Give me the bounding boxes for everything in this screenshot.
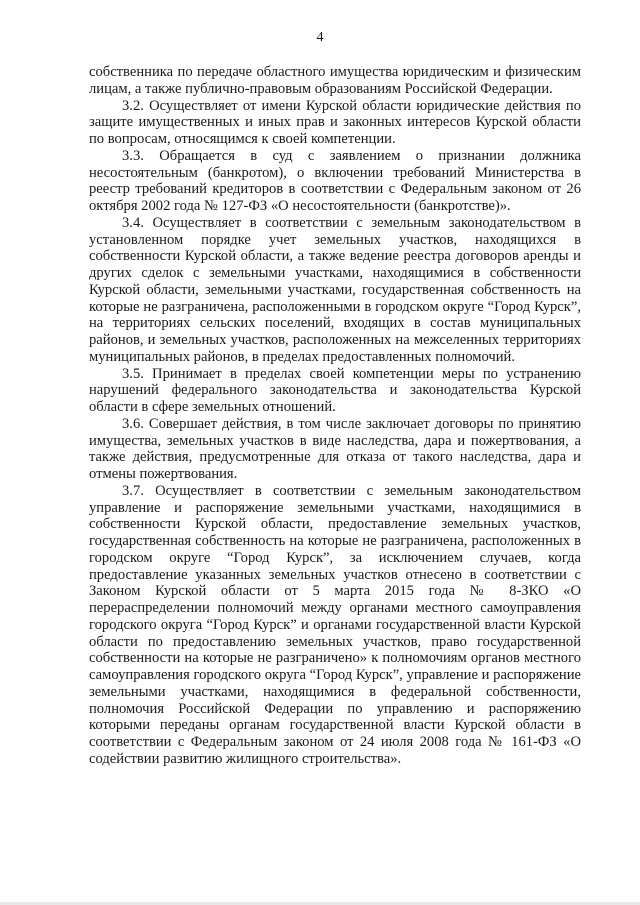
paragraph-3-4: 3.4. Осуществляет в соответствии с земельным законодательством в установленном порядке учет земельных участков, находящихся в собственности Курской области, а также ведение реестра договоров аренды и других сделок с земельными участками, находящимися в собственности Курской области, земельными участками, государственная собственность на которые не разграничена, расположенными в городском округе “Город Курск”, на территориях сельских поселений, входящих в состав муниципальных районов, и земельных участков, расположенных на межселенных территориях муниципальных районов, в пределах предоставленных полномочий.	[89, 214, 581, 365]
paragraph-3-6: 3.6. Совершает действия, в том числе заключает договоры по принятию имущества, земельных участков в виде наследства, дара и пожертвования, а также действия, предусмотренные для отказа от такого наследства, дара и отмены пожертвования.	[89, 415, 581, 482]
paragraph-continuation: собственника по передаче областного имущества юридическим и физическим лицам, а также публично-правовым образованиям Российской Федерации.	[89, 64, 581, 97]
document-body	[89, 64, 581, 768]
page-number: 4	[316, 30, 324, 45]
paragraph-3-7: 3.7. Осуществляет в соответствии с земельным законодательством управление и распоряжение земельными участками, находящимися в собственности Курской области, предоставление земельных участков, государственная собственность на которые не разграничена, расположенных в городском округе “Город Курск”, за исключением случаев, когда предоставление указанных земельных участков отнесено в соответствии с Законом Курской области от 5 марта 2015 года № 8-ЗКО «О перераспределении полномочий между органами местного самоуправления городского округа “Город Курск” и органами государственной власти Курской области по предоставлению земельных участков, право государственной собственности на которые не разграничено» к полномочиям органов местного самоуправления городского округа “Город Курск”, управление и распоряжение земельными участками, находящимися в федеральной собственности, полномочия Российской Федерации по управлению и распоряжению которыми переданы органам государственной власти Курской области в соответствии с Федеральным законом от 24 июля 2008 года № 161-ФЗ «О содействии развитию жилищного строительства».	[89, 482, 581, 767]
paragraph-3-5: 3.5. Принимает в пределах своей компетенции меры по устранению нарушений федерального законодательства и законодательства Курской области в сфере земельных отношений.	[89, 365, 581, 415]
paragraph-3-3: 3.3. Обращается в суд с заявлением о признании должника несостоятельным (банкротом), о включении требований Министерства в реестр требований кредиторов в соответствии с Федеральным законом от 26 октября 2002 года № 127-ФЗ «О несостоятельности (банкротстве)».	[89, 147, 581, 214]
paragraph-3-2: 3.2. Осуществляет от имени Курской области юридические действия по защите имущественных и иных прав и законных интересов Курской области по вопросам, относящимся к своей компетенции.	[89, 97, 581, 147]
